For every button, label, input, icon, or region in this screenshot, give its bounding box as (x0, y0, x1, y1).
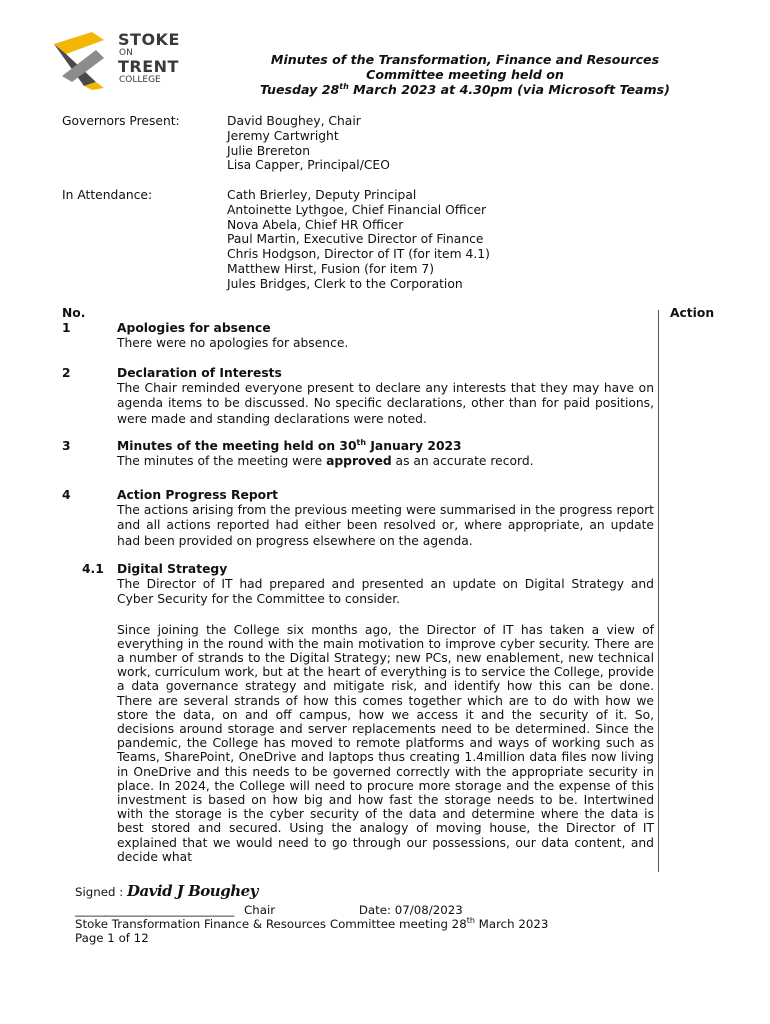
list-item: Chris Hodgson, Director of IT (for item 4.1) (227, 247, 490, 262)
logo-stoke: STOKE (118, 30, 180, 49)
list-item: Jeremy Cartwright (227, 128, 339, 143)
title-line-3: Tuesday 28th March 2023 at 4.30pm (via Microsoft Teams) (260, 81, 670, 97)
item-heading: Apologies for absence (117, 321, 271, 335)
item-heading: Action Progress Report (117, 488, 279, 502)
item-heading: Digital Strategy (117, 562, 228, 576)
item-text-continued: Since joining the College six months ago, the Director of IT has taken a view of everything in the round with the main motivation to improve cyber security. There are a number of strands to the Digital Strategy; new PCs, new enablement, new technical work, curriculum work, but at the heart of everything is to service the College, provide a data governance strategy and mitigate risk, and identify how this can be done. There are several strands of how this comes together which are to do with how we store the data, on and off campus, how we access it and the security of it. So, decisions around storage and server replacements need to be determined. Since the pandemic, the College has moved to remote platforms and ways of working such as Teams, SharePoint, OneDrive and laptops thus creating 1.4million data files now living in OneDrive and this needs to be governed correctly with the appropriate security in place. In 2024, the College will need to procure more storage and the expense of this investment is based on how big and how fast the storage needs to be. Intertwined with the storage is the cyber security of the data and determine where the data is best stored and secured. Using the analogy of moving house, the Director of IT explained that we would need to go through our possessions, our data content, and decide what (117, 622, 654, 864)
list-item: Antoinette Lythgoe, Chief Financial Officer (227, 202, 487, 217)
logo-college: COLLEGE (119, 75, 161, 85)
page-title (210, 52, 720, 97)
item-apologies (117, 321, 654, 351)
governors-list (227, 114, 390, 173)
item-minutes (117, 439, 654, 469)
item-text: The Chair reminded everyone present to declare any interests that they may have on agenda items to be discussed. No specific declarations, other than for paid positions, were made and standing declarations were noted. (117, 381, 654, 426)
item-heading: Minutes of the meeting held on 30th January 2023 (117, 437, 462, 453)
signature-line (75, 884, 258, 899)
signed-label: Signed : (75, 885, 124, 899)
document-reference: Stoke Transformation Finance & Resources Committee meeting 28th March 2023 (75, 916, 549, 931)
item-declaration (117, 366, 654, 427)
attendance-label: In Attendance: (62, 188, 153, 202)
item-text: There were no apologies for absence. (117, 336, 349, 351)
logo-on: ON (119, 48, 133, 58)
item-heading: Declaration of Interests (117, 366, 282, 380)
signed-date: Date: 07/08/2023 (358, 903, 463, 917)
signature: David J Boughey (126, 882, 258, 900)
logo-trent: TRENT (118, 57, 179, 76)
item-text: The Director of IT had prepared and presented an update on Digital Strategy and Cyber Security for the Committee to consider. (117, 577, 654, 607)
page-number: Page 1 of 12 (75, 931, 149, 945)
list-item: Paul Martin, Executive Director of Finance (227, 232, 484, 247)
item-text: The actions arising from the previous meeting were summarised in the progress report and all actions reported had either been resolved or, where appropriate, an update had been provided on progress elsewhere on the agenda. (117, 503, 654, 548)
chair-date-line (75, 903, 463, 917)
signature-underline: ___________________________ (75, 903, 235, 917)
item-number: 4 (62, 488, 71, 502)
item-action-progress (117, 488, 654, 549)
logo-mark-icon (52, 30, 112, 90)
item-number: 4.1 (82, 562, 104, 576)
item-text: The minutes of the meeting were approved as an accurate record. (117, 454, 534, 469)
list-item: Julie Brereton (227, 143, 311, 158)
list-item: Matthew Hirst, Fusion (for item 7) (227, 261, 435, 276)
list-item: Nova Abela, Chief HR Officer (227, 217, 404, 232)
list-item: Jules Bridges, Clerk to the Corporation (227, 276, 463, 291)
logo-text (118, 32, 180, 86)
list-item: David Boughey, Chair (227, 114, 361, 128)
no-column-header: No. (62, 306, 86, 320)
list-item: Lisa Capper, Principal/CEO (227, 158, 390, 173)
item-digital-strategy (117, 562, 654, 864)
college-logo (52, 30, 192, 90)
item-number: 2 (62, 366, 71, 380)
list-item: Cath Brierley, Deputy Principal (227, 188, 417, 202)
governors-label: Governors Present: (62, 114, 180, 128)
title-line-1: Minutes of the Transformation, Finance and Resources (270, 52, 660, 67)
attendance-list (227, 188, 490, 292)
item-number: 3 (62, 439, 71, 453)
column-divider (658, 310, 659, 872)
item-number: 1 (62, 321, 71, 335)
action-column-header: Action (670, 306, 715, 320)
chair-label: Chair (244, 903, 276, 917)
title-line-2: Committee meeting held on (366, 67, 564, 82)
